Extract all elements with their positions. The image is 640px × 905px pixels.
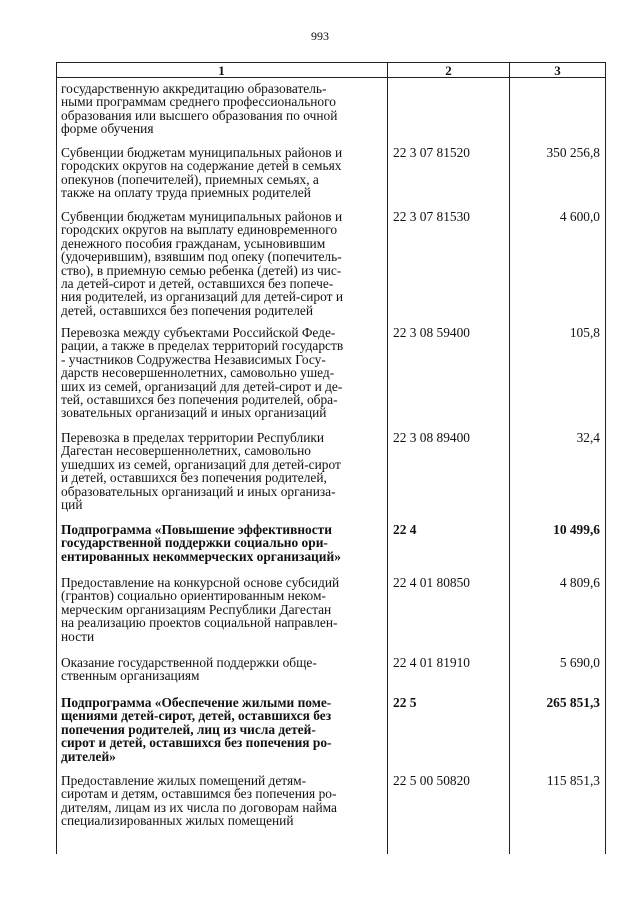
page-number: 993	[311, 29, 329, 43]
row-amount: 5 690,0	[559, 655, 600, 670]
row-code: 22 5 00 50820	[393, 773, 470, 788]
table-border-right	[605, 62, 606, 854]
column-divider-2	[509, 62, 510, 854]
column-header-1: 1	[218, 63, 225, 78]
row-code: 22 3 08 59400	[393, 325, 470, 340]
row-code: 22 3 07 81530	[393, 209, 470, 224]
column-divider-1	[387, 62, 388, 854]
row-description: Предоставление на конкурсной основе субсидий (грантов) социально ориентированным неком- мерческим организациям Республики Дагестан на реализацию проектов социальной направлен- ности	[61, 575, 340, 644]
row-amount: 105,8	[569, 325, 600, 340]
row-description: государственную аккредитацию образователь- ными программам среднего профессионального образования или высшего образования по очной форме обучения	[61, 81, 338, 137]
row-description: Субвенции бюджетам муниципальных районов и городских округов на выплату единовременного денежного пособия гражданам, усыновившим (удочерившим), взявшим под опеку (попечитель- ство), в приемную семью ребенка (детей) из чис- ла детей-сирот и детей, оставшихся без попече- ния родителей, из организаций для детей-сирот и детей, оставшихся без попечения родителей	[61, 209, 344, 318]
row-amount: 4 809,6	[559, 575, 600, 590]
row-description: Перевозка в пределах территории Республики Дагестан несовершеннолетних, самовольно ушедших из семей, организаций для детей-сирот и детей, оставшихся без попечения родителей, образовательных организаций и иных организа- ций	[61, 430, 341, 513]
row-code: 22 4 01 80850	[393, 575, 470, 590]
row-code: 22 4 01 81910	[393, 655, 470, 670]
row-code: 22 5	[393, 695, 417, 710]
row-code: 22 3 08 89400	[393, 430, 470, 445]
row-description: Оказание государственной поддержки обще- ственным организациям	[61, 655, 317, 684]
row-description: Подпрограмма «Повышение эффективности государственной поддержки социально ори- ентированных некоммерческих организаций»	[61, 522, 341, 564]
row-description: Предоставление жилых помещений детям- сиротам и детям, оставшимся без попечения ро- дителям, лицам из их числа по договорам найма специализированных жилых помещений	[61, 773, 337, 829]
budget-table	[56, 62, 606, 854]
row-code: 22 4	[393, 522, 417, 537]
row-description: Подпрограмма «Обеспечение жилыми поме- щениями детей-сирот, детей, оставшихся без попечения родителей, лиц из числа детей- сирот и детей, оставшихся без попечения ро- дителей»	[61, 695, 332, 764]
column-header-2: 2	[445, 63, 452, 78]
row-description: Субвенции бюджетам муниципальных районов и городских округов на содержание детей в семьях опекунов (попечителей), приемных семьях, а также на оплату труда приемных родителей	[61, 145, 343, 201]
column-header-3: 3	[554, 63, 561, 78]
row-amount: 4 600,0	[559, 209, 600, 224]
row-amount: 350 256,8	[546, 145, 600, 160]
row-code: 22 3 07 81520	[393, 145, 470, 160]
row-amount: 32,4	[576, 430, 600, 445]
row-amount: 10 499,6	[553, 522, 600, 537]
row-description: Перевозка между субъектами Российской Феде- рации, а также в пределах территорий государств - участников Содружества Независимых Госу- дарств несовершеннолетних, самовольно ушед- ших из семей, организаций для детей-сирот и де- тей, оставшихся без попечения родителей, обра- зовательных организаций и иных организаций	[61, 325, 344, 421]
row-amount: 115 851,3	[546, 773, 600, 788]
table-border-left	[56, 62, 57, 854]
row-amount: 265 851,3	[546, 695, 600, 710]
